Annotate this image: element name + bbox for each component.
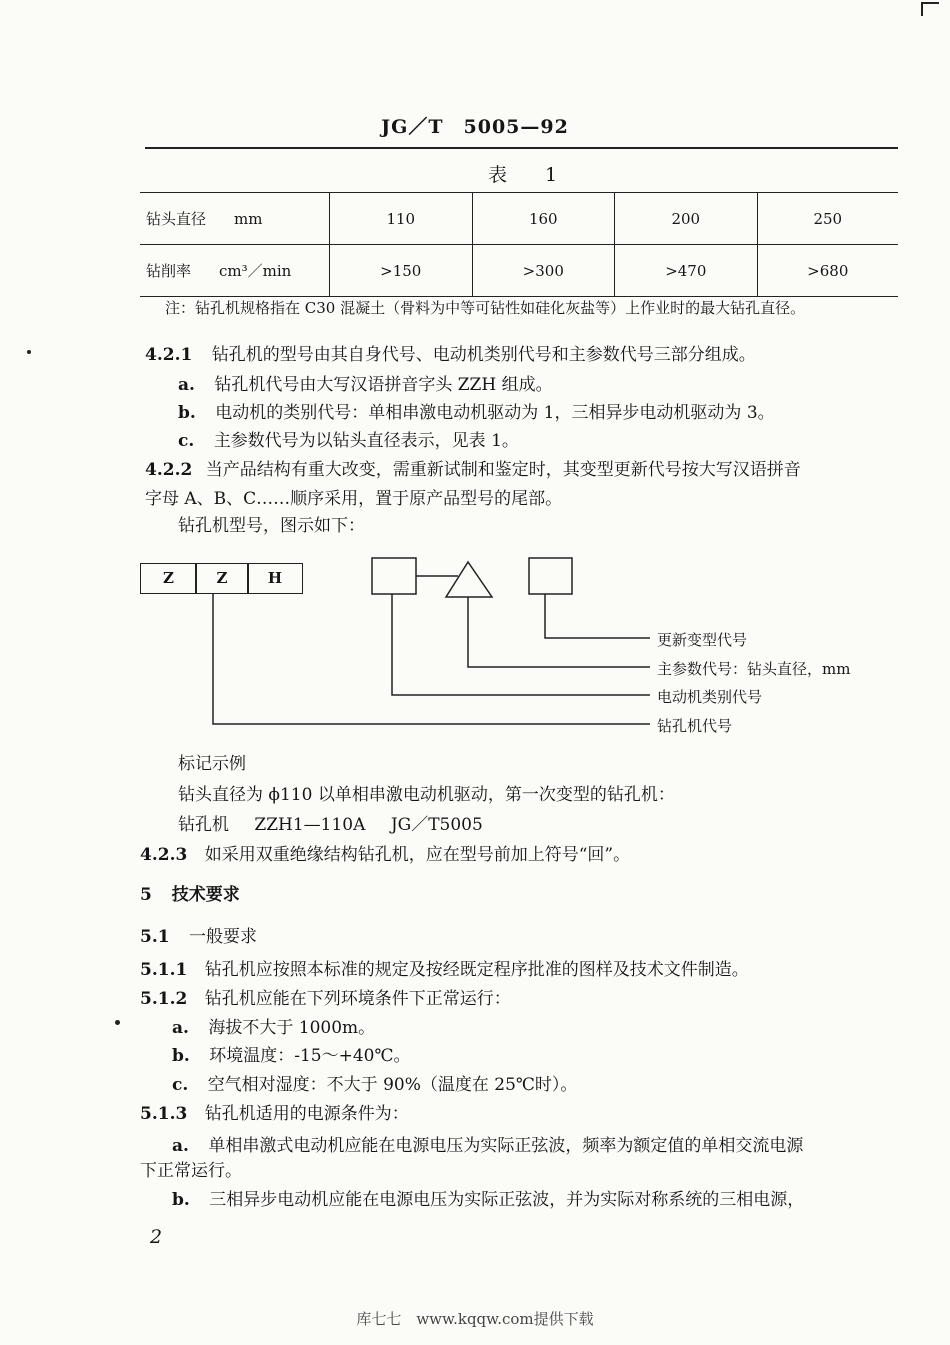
table-caption: 表 1 <box>487 164 558 186</box>
item-label: b. <box>172 1046 190 1066</box>
item-text-continued: 下正常运行。 <box>140 1161 242 1181</box>
section-5-heading <box>140 880 240 905</box>
item-text: 电动机的类别代号：单相串激电动机驱动为 1，三相异步电动机驱动为 3。 <box>215 403 775 423</box>
code-box-letter: Z <box>140 563 197 594</box>
table-cell: >300 <box>472 245 615 297</box>
section-title: 技术要求 <box>171 885 240 905</box>
section-number: 5.1 <box>140 927 170 947</box>
leader-drill <box>213 594 650 724</box>
item-label: a. <box>178 375 195 395</box>
item-b <box>172 1041 411 1066</box>
section-title: 一般要求 <box>188 927 257 947</box>
table-note: 注：钻孔机规格指在 C30 混凝土（骨料为中等可钻性如硅化灰盐等）上作业时的最大钻孔直径。 <box>165 299 806 317</box>
section-5-1-heading <box>140 922 257 947</box>
table-cell: 160 <box>472 193 615 245</box>
clause-text: 钻孔机应按照本标准的规定及按经既定程序批准的图样及技术文件制造。 <box>204 960 749 980</box>
table-cell: 250 <box>757 193 898 245</box>
row-label: 钻头直径 <box>146 210 207 228</box>
example-model-code: ZZH1—110A <box>254 815 366 835</box>
leader-motor <box>392 594 650 695</box>
download-footer: 库七七 www.kqqw.com提供下载 <box>356 1310 594 1328</box>
example-standard: JG／T5005 <box>390 815 483 835</box>
item-text: 单相串激式电动机应能在电源电压为实际正弦波，频率为额定值的单相交流电源 <box>208 1136 804 1156</box>
clause-number: 4.2.3 <box>140 845 188 865</box>
item-text: 海拔不大于 1000m。 <box>208 1018 376 1038</box>
label-motor-code: 电动机类别代号 <box>657 688 763 706</box>
item-label: a. <box>172 1136 189 1156</box>
example-name: 钻孔机 <box>178 815 229 835</box>
standard-header: JG／T 5005—92 <box>381 116 569 138</box>
item-a <box>172 1013 375 1038</box>
clause-number: 5.1.3 <box>140 1104 188 1124</box>
item-text: 三相异步电动机应能在电源电压为实际正弦波，并为实际对称系统的三相电源， <box>209 1190 805 1210</box>
item-text: 环境温度：-15～+40℃。 <box>209 1046 411 1066</box>
row-unit: mm <box>234 210 263 228</box>
item-text: 主参数代号为以钻头直径表示，见表 1。 <box>213 431 519 451</box>
scan-mark <box>921 2 939 4</box>
clause-text: 钻孔机应能在下列环境条件下正常运行： <box>204 989 511 1009</box>
item-text: 空气相对湿度：不大于 90%（温度在 25℃时）。 <box>207 1075 578 1095</box>
clause-number: 5.1.2 <box>140 989 188 1009</box>
item-label: a. <box>172 1018 189 1038</box>
table-cell: 110 <box>330 193 473 245</box>
scan-dot <box>115 1020 120 1025</box>
update-code-box <box>529 558 572 594</box>
item-a <box>172 1131 803 1156</box>
row-label: 钻削率 <box>146 262 192 280</box>
clause-number: 5.1.1 <box>140 960 188 980</box>
item-label: c. <box>178 431 195 451</box>
example-title: 标记示例 <box>178 754 246 774</box>
clause-text: 钻孔机的型号由其自身代号、电动机类别代号和主参数代号三部分组成。 <box>211 345 756 365</box>
motor-code-box <box>372 558 416 594</box>
table-cell: >150 <box>330 245 473 297</box>
table-cell: >680 <box>757 245 898 297</box>
label-drill-code: 钻孔机代号 <box>657 717 733 735</box>
section-number: 5 <box>140 885 152 905</box>
clause-text: 如采用双重绝缘结构钻孔机，应在型号前加上符号“回”。 <box>204 845 631 865</box>
param-triangle <box>446 562 492 597</box>
row-unit: cm³／min <box>219 262 292 280</box>
label-update-code: 更新变型代号 <box>657 631 748 649</box>
clause-5-1-3 <box>140 1099 409 1124</box>
clause-text-continued: 字母 A、B、C……顺序采用，置于原产品型号的尾部。 <box>145 489 563 509</box>
leader-update <box>545 594 650 638</box>
table-cell: >470 <box>615 245 758 297</box>
clause-text: 当产品结构有重大改变，需重新试制和鉴定时，其变型更新代号按大写汉语拼音 <box>205 460 801 480</box>
leader-param <box>468 597 650 667</box>
item-label: b. <box>172 1190 190 1210</box>
clause-5-1-1 <box>140 955 749 980</box>
clause-5-1-2 <box>140 984 511 1009</box>
scan-mark <box>921 2 923 16</box>
example-description: 钻头直径为 ϕ110 以单相串激电动机驱动，第一次变型的钻孔机： <box>178 785 675 805</box>
table-cell: 200 <box>615 193 758 245</box>
item-c <box>172 1070 577 1095</box>
clause-4-2-3 <box>140 840 630 865</box>
item-label: c. <box>172 1075 189 1095</box>
clause-number: 4.2.2 <box>145 460 193 480</box>
code-box-letter: Z <box>195 563 249 594</box>
scan-dot <box>27 350 31 354</box>
clause-number: 4.2.1 <box>145 345 193 365</box>
page-number: 2 <box>150 1226 163 1248</box>
clause-text: 钻孔机适用的电源条件为： <box>204 1104 409 1124</box>
item-text: 钻孔机代号由大写汉语拼音字头 ZZH 组成。 <box>214 375 553 395</box>
example-model <box>178 810 483 835</box>
diagram-intro: 钻孔机型号，图示如下： <box>178 516 365 536</box>
code-box-letter: H <box>247 563 303 594</box>
label-param-code: 主参数代号：钻头直径，mm <box>657 660 851 678</box>
item-label: b. <box>178 403 196 423</box>
item-b <box>172 1185 804 1210</box>
